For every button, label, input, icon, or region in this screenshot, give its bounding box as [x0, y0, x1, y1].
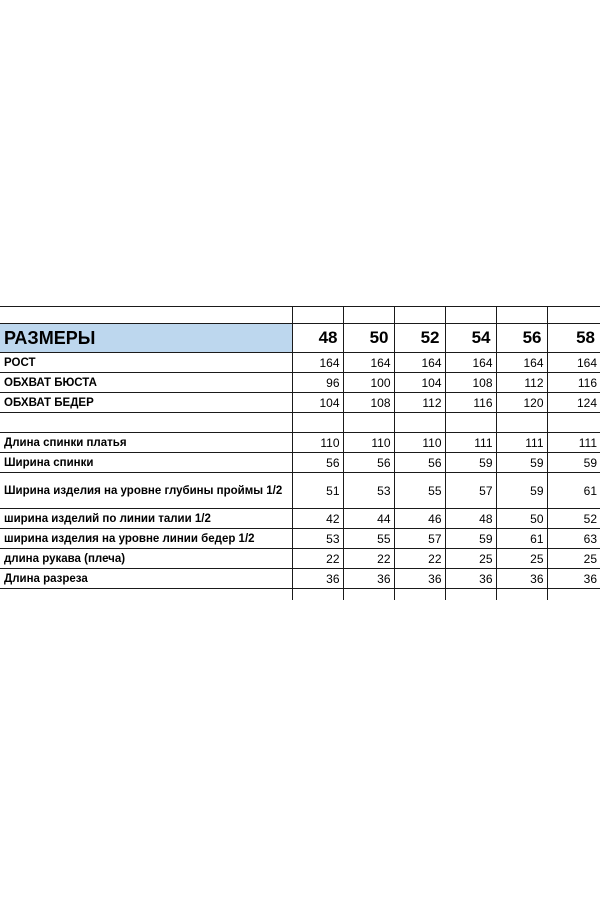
table-row — [0, 569, 600, 589]
value-cell: 104 — [292, 393, 343, 413]
row-label: длина рукава (плеча) — [0, 549, 292, 569]
row-label: ширина изделий по линии талии 1/2 — [0, 509, 292, 529]
value-cell: 164 — [445, 353, 496, 373]
size-header-cell: 54 — [445, 324, 496, 353]
value-cell: 59 — [547, 453, 600, 473]
size-header-cell: 52 — [394, 324, 445, 353]
value-cell: 111 — [496, 433, 547, 453]
row-label: Длина разреза — [0, 569, 292, 589]
value-cell: 56 — [343, 453, 394, 473]
row-label: ширина изделия на уровне линии бедер 1/2 — [0, 529, 292, 549]
value-cell: 164 — [496, 353, 547, 373]
table-row — [0, 549, 600, 569]
value-cell: 96 — [292, 373, 343, 393]
size-header-cell: 50 — [343, 324, 394, 353]
row-label: Ширина изделия на уровне глубины проймы 1/2 — [0, 473, 292, 509]
value-cell: 57 — [394, 529, 445, 549]
value-cell: 50 — [496, 509, 547, 529]
value-cell: 164 — [547, 353, 600, 373]
value-cell: 63 — [547, 529, 600, 549]
value-cell: 61 — [496, 529, 547, 549]
value-cell: 42 — [292, 509, 343, 529]
value-cell: 52 — [547, 509, 600, 529]
table-row — [0, 453, 600, 473]
value-cell: 110 — [343, 433, 394, 453]
value-cell: 22 — [343, 549, 394, 569]
value-cell: 46 — [394, 509, 445, 529]
row-label: ОБХВАТ БЮСТА — [0, 373, 292, 393]
value-cell: 36 — [496, 569, 547, 589]
value-cell: 56 — [394, 453, 445, 473]
value-cell: 55 — [343, 529, 394, 549]
row-label: Ширина спинки — [0, 453, 292, 473]
value-cell: 56 — [292, 453, 343, 473]
size-header-cell: 58 — [547, 324, 600, 353]
value-cell: 36 — [292, 569, 343, 589]
value-cell: 120 — [496, 393, 547, 413]
trailing-row — [0, 589, 600, 601]
value-cell: 25 — [445, 549, 496, 569]
value-cell: 110 — [394, 433, 445, 453]
value-cell: 110 — [292, 433, 343, 453]
size-header-cell: 56 — [496, 324, 547, 353]
value-cell: 22 — [292, 549, 343, 569]
value-cell: 44 — [343, 509, 394, 529]
value-cell: 25 — [547, 549, 600, 569]
value-cell: 164 — [292, 353, 343, 373]
table-row — [0, 353, 600, 373]
table-row — [0, 473, 600, 509]
value-cell: 111 — [547, 433, 600, 453]
value-cell: 112 — [496, 373, 547, 393]
value-cell: 164 — [343, 353, 394, 373]
value-cell: 57 — [445, 473, 496, 509]
value-cell: 100 — [343, 373, 394, 393]
value-cell: 51 — [292, 473, 343, 509]
value-cell: 61 — [547, 473, 600, 509]
value-cell: 36 — [445, 569, 496, 589]
table-row — [0, 433, 600, 453]
table-row — [0, 509, 600, 529]
value-cell: 116 — [547, 373, 600, 393]
value-cell: 48 — [445, 509, 496, 529]
value-cell: 59 — [445, 453, 496, 473]
value-cell: 164 — [394, 353, 445, 373]
row-label: Длина спинки платья — [0, 433, 292, 453]
value-cell: 104 — [394, 373, 445, 393]
size-header-row — [0, 324, 600, 353]
value-cell: 59 — [496, 453, 547, 473]
table-row — [0, 529, 600, 549]
blank-row — [0, 413, 600, 433]
table-row — [0, 393, 600, 413]
spacer-row — [0, 307, 600, 324]
value-cell: 22 — [394, 549, 445, 569]
value-cell: 112 — [394, 393, 445, 413]
size-header-cell: 48 — [292, 324, 343, 353]
value-cell: 55 — [394, 473, 445, 509]
value-cell: 53 — [343, 473, 394, 509]
row-label: РОСТ — [0, 353, 292, 373]
value-cell: 108 — [445, 373, 496, 393]
size-chart-table — [0, 306, 600, 600]
value-cell: 25 — [496, 549, 547, 569]
value-cell: 59 — [496, 473, 547, 509]
value-cell: 59 — [445, 529, 496, 549]
value-cell: 124 — [547, 393, 600, 413]
value-cell: 108 — [343, 393, 394, 413]
size-header-title: РАЗМЕРЫ — [0, 324, 292, 353]
row-label: ОБХВАТ БЕДЕР — [0, 393, 292, 413]
value-cell: 36 — [343, 569, 394, 589]
value-cell: 36 — [547, 569, 600, 589]
value-cell: 111 — [445, 433, 496, 453]
table-row — [0, 373, 600, 393]
value-cell: 36 — [394, 569, 445, 589]
value-cell: 53 — [292, 529, 343, 549]
value-cell: 116 — [445, 393, 496, 413]
